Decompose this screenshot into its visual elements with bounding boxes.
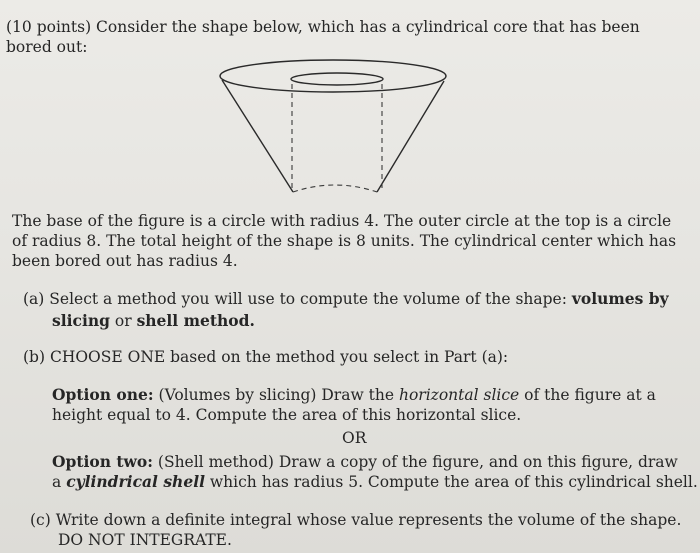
part-c-text: Write down a definite integral whose value represents the volume of the shape. [55,511,682,529]
part-b-text: CHOOSE ONE based on the method you select in Part (a): [49,348,509,366]
part-a-or: or [114,312,132,330]
base-hidden-arc [293,185,377,192]
outer-top-circle [220,60,446,92]
or-separator: OR [342,429,367,447]
part-c-line1 [30,510,681,530]
part-a-bold-shell-method: shell method [136,311,250,330]
bored-out-frustum-figure [215,54,455,194]
part-a-line1 [23,289,669,309]
frustum-left-side [222,80,293,192]
problem-intro-line2: bored out: [6,38,88,56]
option-one-italic: horizontal slice [398,386,520,404]
option-two-line1 [52,452,678,472]
part-c-label: (c) [30,511,51,529]
part-a-text: Select a method you will use to compute the volume of the shape: [49,290,567,308]
part-c-line2: DO NOT INTEGRATE. [58,531,232,549]
option-two-line2 [52,472,698,492]
part-a-period: . [249,311,255,330]
frustum-right-side [377,81,444,192]
option-two-line2-start: a [52,473,62,491]
problem-intro-line1: (10 points) Consider the shape below, which has a cylindrical core that has been [6,18,640,36]
option-one-line2: height equal to 4. Compute the area of this horizontal slice. [52,406,522,424]
part-b-line [23,347,508,367]
inner-core-top-circle [291,73,383,85]
option-two-line2-end: which has radius 5. Compute the area of this cylindrical shell. [209,473,698,491]
option-one-text2: of the figure at a [524,386,656,404]
option-two-text1: (Shell method) Draw a copy of the figure, and on this figure, draw [157,453,678,471]
part-a-line2 [52,311,255,331]
part-b-label: (b) [23,348,46,366]
option-one-text1: (Volumes by slicing) Draw the [158,386,395,404]
part-a-label: (a) [23,290,45,308]
option-one-label: Option one: [52,385,154,404]
description-line2: of radius 8. The total height of the shape is 8 units. The cylindrical center which has [12,232,677,250]
option-two-label: Option two: [52,452,153,471]
option-two-italic: cylindrical shell [66,472,205,491]
description-line1: The base of the figure is a circle with radius 4. The outer circle at the top is a circle [12,212,672,230]
part-a-bold-slicing: slicing [52,311,110,330]
part-a-bold-volumes-by: volumes by [571,289,669,308]
description-line3: been bored out has radius 4. [12,252,238,270]
option-one-line1 [52,385,656,405]
